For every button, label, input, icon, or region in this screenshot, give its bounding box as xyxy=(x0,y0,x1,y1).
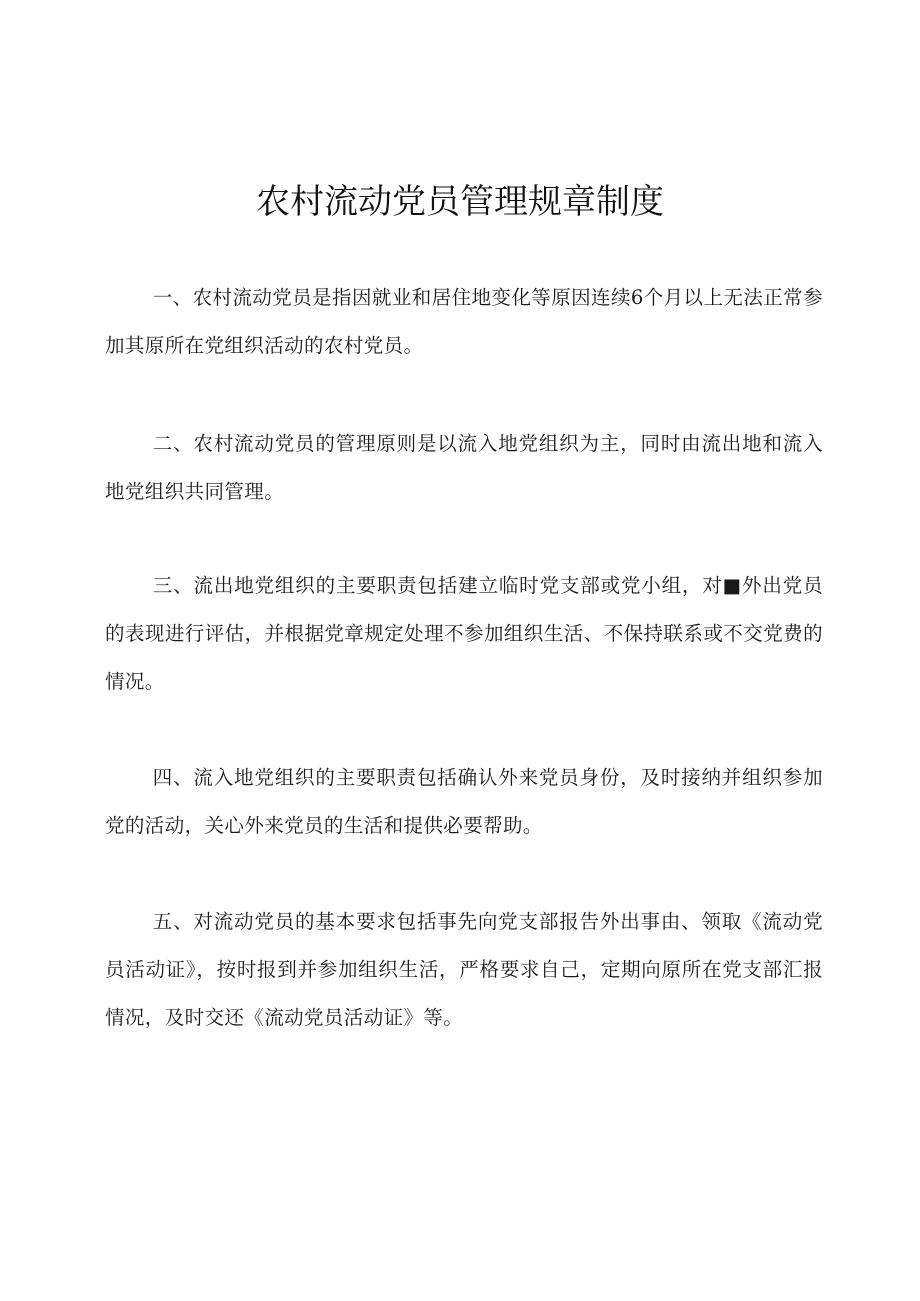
paragraph-3: 三、流出地党组织的主要职责包括建立临时党支部或党小组，对■外出党员的表现进行评估，并根据党章规定处理不参加组织生活、不保持联系或不交党费的情况。 xyxy=(105,574,823,693)
paragraph-2: 二、农村流动党员的管理原则是以流入地党组织为主，同时由流出地和流入地党组织共同管理。 xyxy=(105,432,823,503)
document-title: 农村流动党员管理规章制度 xyxy=(256,182,664,222)
paragraph-4: 四、流入地党组织的主要职责包括确认外来党员身份，及时接纳并组织参加党的活动，关心外来党员的生活和提供必要帮助。 xyxy=(105,766,823,837)
paragraph-1: 一、农村流动党员是指因就业和居住地变化等原因连续6个月以上无法正常参加其原所在党组织活动的农村党员。 xyxy=(105,286,823,357)
paragraph-5: 五、对流动党员的基本要求包括事先向党支部报告外出事由、领取《流动党员活动证》，按时报到并参加组织生活，严格要求自己，定期向原所在党支部汇报情况，及时交还《流动党员活动证》等。 xyxy=(105,910,823,1029)
